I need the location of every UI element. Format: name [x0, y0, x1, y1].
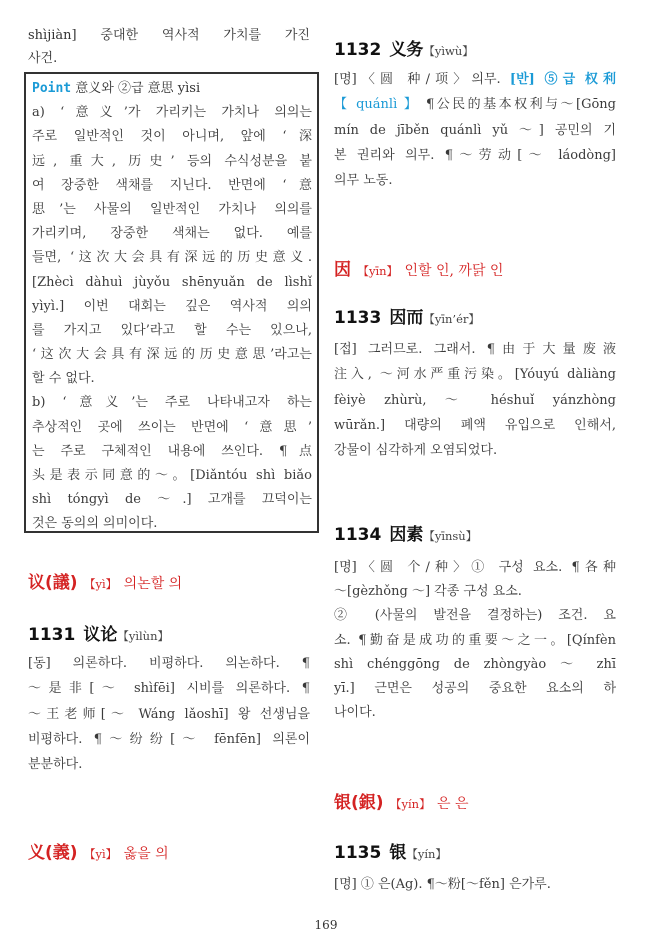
- entry-body-1131: [28, 651, 310, 777]
- text-line: [명]〈圆 个/种〉① 구성 요소. ¶各种: [334, 560, 616, 575]
- text-line: shì tóngyì de ～.] 고개를 끄덕이는: [32, 492, 312, 508]
- text-line: mín de jīběn quánlì yǔ ～] 공민의 기: [334, 122, 616, 138]
- text-line: ② (사물의 발전을 결정하는) 조건. 요: [334, 608, 616, 624]
- text-line: 나이다.: [334, 705, 376, 721]
- entry-pinyin: 【yìwù】: [423, 44, 474, 58]
- point-body: [32, 101, 312, 536]
- text-line: 들면, ‘这次大会具有深远的历史意义.: [32, 250, 312, 266]
- hanja-meaning: 의논할 의: [123, 576, 183, 592]
- text-line: 는 주로 구체적인 내용에 쓰인다. ¶点: [32, 443, 312, 459]
- page-number: 169: [314, 918, 338, 932]
- hanja-pinyin: 【yì】: [84, 577, 118, 591]
- text-line: 를 가지고 있다’라고 할 수는 있으나,: [32, 322, 312, 338]
- text-line: 비평하다. ¶～纷纷[～ fēnfēn] 의론이: [28, 731, 310, 747]
- hanja-char: 议(議): [28, 573, 78, 593]
- hanja-char: 因: [334, 260, 351, 280]
- entry-word: 议论: [83, 625, 118, 645]
- hanja-header-yi-discuss: [28, 568, 310, 593]
- entry-number: 1134: [334, 525, 382, 545]
- hanja-header-yin-silver: [334, 788, 616, 813]
- entry-word: 因而: [389, 308, 424, 328]
- highlighted-segment: 【 quánlì 】: [334, 97, 420, 113]
- text-line: ～王老师[～ Wáng lǎoshī] 왕 선생님을: [28, 706, 310, 722]
- text-line: [동] 의론하다. 비평하다. 의논하다. ¶: [28, 656, 310, 671]
- text-line: 강물이 심각하게 오염되었다.: [334, 443, 498, 459]
- entry-body-1132: [334, 67, 616, 193]
- entry-body-1133: [334, 337, 616, 463]
- point-label: Point: [32, 81, 72, 96]
- text-line: [명] ① 은(Ag). ¶～粉[～fěn] 은가루.: [334, 877, 551, 892]
- text-line: shìjiàn] 중대한 역사적 가치를 가진: [28, 28, 310, 43]
- entry-body-1134: [334, 556, 616, 725]
- text-line: wūrǎn.] 대량의 폐액 유입으로 인해서,: [334, 417, 616, 433]
- hanja-meaning: 옳을 의: [123, 846, 169, 862]
- continuation-text: [28, 24, 310, 70]
- text-line: 思’는 사물의 일반적인 가치나 의의를: [32, 201, 312, 217]
- entry-heading-1134: [334, 520, 616, 545]
- text-line: b) ‘意义’는 주로 나타내고자 하는: [32, 395, 312, 411]
- text-line: 주로 일반적인 것이 아니며, 앞에 ‘深: [32, 129, 312, 145]
- text-line: [334, 67, 616, 92]
- hanja-meaning: 은 은: [437, 796, 469, 812]
- text-line: shì chénggōng de zhòngyào ～ zhī: [334, 656, 616, 672]
- text-line: 할 수 없다.: [32, 371, 95, 387]
- point-title: [32, 77, 312, 101]
- text-line: 분분하다.: [28, 757, 83, 773]
- highlighted-segment: [반] ⑤급 权利: [509, 72, 616, 87]
- text-line: 사건.: [28, 51, 58, 66]
- entry-pinyin: 【yīnsù】: [423, 529, 478, 543]
- text-line: 注入, ～河水严重污染。[Yóuyú dàliàng: [334, 367, 616, 383]
- text-line: 가리키며, 장중한 색채는 없다. 예를: [32, 226, 312, 242]
- entry-word: 银: [389, 843, 407, 863]
- hanja-header-yin-cause: [334, 255, 616, 280]
- hanja-pinyin: 【yín】: [390, 797, 431, 811]
- hanja-char: 银(銀): [334, 793, 384, 813]
- entry-body-1135: [334, 872, 616, 897]
- text-line: fèiyè zhùrù, ～ héshuǐ yánzhòng: [334, 392, 616, 408]
- entry-number: 1131: [28, 625, 76, 645]
- text-line: 의무 노동.: [334, 173, 393, 189]
- entry-number: 1133: [334, 308, 382, 328]
- hanja-pinyin: 【yīn】: [357, 264, 399, 278]
- text-line: [334, 92, 616, 117]
- hanja-pinyin: 【yì】: [84, 847, 118, 861]
- text-line: 본 권리와 의무. ¶～劳动[～ láodòng]: [334, 147, 616, 163]
- entry-word: 因素: [389, 525, 424, 545]
- text-line: 소. ¶勤奋是成功的重要～之一。[Qínfèn: [334, 632, 616, 648]
- text-line: ～是非[～ shìfēi] 시비를 의론하다. ¶: [28, 681, 310, 697]
- entry-heading-1133: [334, 303, 616, 328]
- text-segment: [명]〈圆 种/项〉의무.: [334, 72, 510, 87]
- text-line: a) ‘意义’가 가리키는 가치나 의의는: [32, 105, 312, 121]
- text-segment: ¶公民的基本权利与～[Gōng: [419, 97, 616, 113]
- entry-heading-1135: [334, 838, 616, 863]
- entry-pinyin: 【yīn’ér】: [423, 312, 480, 326]
- hanja-meaning: 인할 인, 까닭 인: [404, 263, 504, 279]
- text-line: ～[gèzhǒng ～] 각종 구성 요소.: [334, 584, 522, 600]
- text-line: [Zhècì dàhuì jùyǒu shēnyuǎn de lìshǐ: [32, 274, 312, 290]
- entry-number: 1132: [334, 40, 382, 60]
- point-box: [24, 72, 319, 533]
- text-line: 远, 重大, 历史’ 등의 수식성분을 붙: [32, 153, 312, 169]
- entry-heading-1131: [28, 620, 310, 645]
- text-line: 것은 동의의 의미이다.: [32, 516, 158, 532]
- entry-word: 义务: [389, 40, 424, 60]
- hanja-header-yi-righteous: [28, 838, 310, 863]
- text-line: yìyì.] 이번 대회는 깊은 역사적 의의: [32, 298, 312, 314]
- text-line: 头是表示同意的～。[Diǎntóu shì biǎo: [32, 468, 312, 483]
- hanja-char: 义(義): [28, 843, 78, 863]
- entry-heading-1132: [334, 35, 616, 60]
- text-line: yī.] 근면은 성공의 중요한 요소의 하: [334, 680, 616, 696]
- entry-number: 1135: [334, 843, 382, 863]
- point-heading: 意义와 ②급 意思 yìsi: [75, 81, 201, 96]
- text-line: 추상적인 곳에 쓰이는 반면에 ‘意思’: [32, 419, 312, 435]
- text-line: [접] 그러므로. 그래서. ¶由于大量废液: [334, 342, 616, 357]
- entry-pinyin: 【yìlùn】: [117, 629, 169, 643]
- text-line: ‘这次大会具有深远的历史意思’라고는: [32, 347, 312, 363]
- text-line: 여 장중한 색채를 지닌다. 반면에 ‘意: [32, 177, 312, 193]
- entry-pinyin: 【yín】: [406, 847, 447, 861]
